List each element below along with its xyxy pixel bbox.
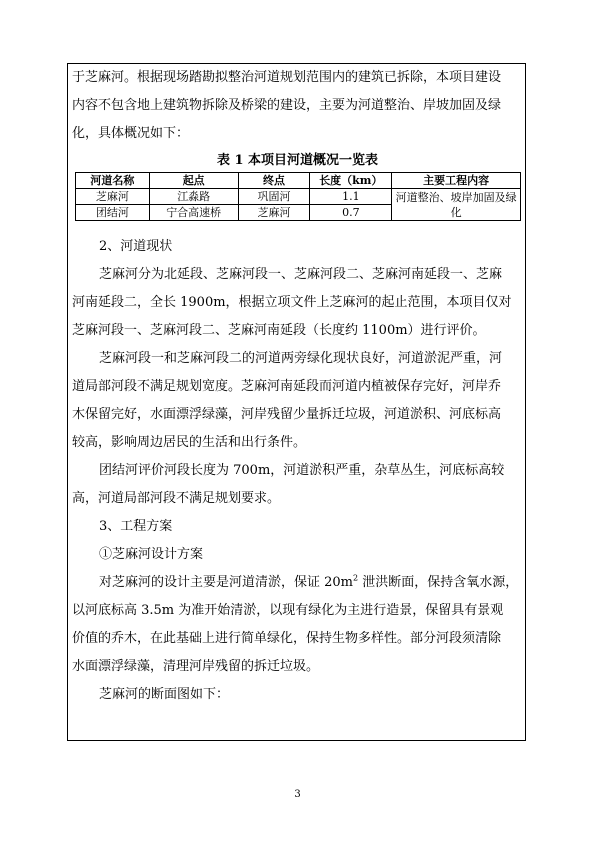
s2-p2-line-4: 较高，影响周边居民的生活和出行条件。 bbox=[72, 435, 307, 450]
cell-river-name: 团结河 bbox=[76, 205, 150, 221]
s2-p3-line-1: 团结河评价河段长度为 700m，河道淤积严重，杂草丛生，河底标高较 bbox=[99, 463, 505, 478]
s2-p2-line-2: 道局部河段不满足规划宽度。芝麻河南延段而河道内植被保存完好，河岸乔 bbox=[72, 379, 502, 394]
table-row bbox=[76, 189, 521, 205]
table-title: 表 1 本项目河道概况一览表 bbox=[216, 153, 379, 168]
section-3-heading: 3、工程方案 bbox=[99, 519, 173, 534]
s3-p1-line-3: 价值的乔木，在此基础上进行简单绿化，保持生物多样性。部分河段须清除 bbox=[72, 631, 502, 646]
river-overview-table bbox=[75, 172, 521, 221]
header-end: 终点 bbox=[238, 173, 310, 189]
superscript-2: 2 bbox=[353, 573, 359, 583]
cell-length: 1.1 bbox=[310, 189, 392, 205]
section-3-subheading: ①芝麻河设计方案 bbox=[99, 547, 204, 562]
s3-p1-line-4: 水面漂浮绿藻，清理河岸残留的拆迁垃圾。 bbox=[72, 659, 320, 674]
cell-start: 江淼路 bbox=[149, 189, 238, 205]
cell-river-name: 芝麻河 bbox=[76, 189, 150, 205]
s2-p1-line-3: 芝麻河段一、芝麻河段二、芝麻河南延段（长度约 1100m）进行评价。 bbox=[72, 323, 486, 338]
header-main-works: 主要工程内容 bbox=[392, 173, 521, 189]
cell-main-works: 河道整治、坡岸加固及绿化 bbox=[392, 189, 521, 221]
s2-p1-line-2: 河南延段二，全长 1900m，根据立项文件上芝麻河的起止范围，本项目仅对 bbox=[72, 295, 512, 310]
s2-p1-line-1: 芝麻河分为北延段、芝麻河段一、芝麻河段二、芝麻河南延段一、芝麻 bbox=[99, 267, 503, 282]
cell-end: 芝麻河 bbox=[238, 205, 310, 221]
cell-length: 0.7 bbox=[310, 205, 392, 221]
s2-p3-line-2: 高，河道局部河段不满足规划要求。 bbox=[72, 491, 281, 506]
s2-p2-line-1: 芝麻河段一和芝麻河段二的河道两旁绿化现状良好，河道淤泥严重，河 bbox=[99, 351, 503, 366]
page-number: 3 bbox=[294, 789, 301, 800]
section-2-heading: 2、河道现状 bbox=[99, 239, 173, 254]
cell-start: 宁合高速桥 bbox=[149, 205, 238, 221]
table-header-row bbox=[76, 173, 521, 189]
s3-p1-line-1-b: 泄洪断面，保持含氧水源， bbox=[358, 575, 519, 590]
intro-line-3: 化，具体概况如下： bbox=[72, 126, 190, 141]
s3-p1-line-1 bbox=[99, 575, 518, 591]
s3-p2-line-1: 芝麻河的断面图如下： bbox=[99, 687, 230, 702]
header-length: 长度（km） bbox=[310, 173, 392, 189]
header-river-name: 河道名称 bbox=[76, 173, 150, 189]
cell-end: 巩固河 bbox=[238, 189, 310, 205]
header-start: 起点 bbox=[149, 173, 238, 189]
intro-line-1: 于芝麻河。根据现场踏勘拟整治河道规划范围内的建筑已拆除，本项目建设 bbox=[72, 70, 502, 85]
intro-line-2: 内容不包含地上建筑物拆除及桥梁的建设，主要为河道整治、岸坡加固及绿 bbox=[72, 98, 502, 113]
s3-p1-line-1-a: 对芝麻河的设计主要是河道清淤，保证 20m bbox=[99, 575, 354, 590]
s3-p1-line-2: 以河底标高 3.5m 为准开始清淤，以现有绿化为主进行造景，保留具有景观 bbox=[72, 603, 504, 618]
s2-p2-line-3: 木保留完好，水面漂浮绿藻，河岸残留少量拆迁垃圾，河道淤积、河底标高 bbox=[72, 407, 502, 422]
